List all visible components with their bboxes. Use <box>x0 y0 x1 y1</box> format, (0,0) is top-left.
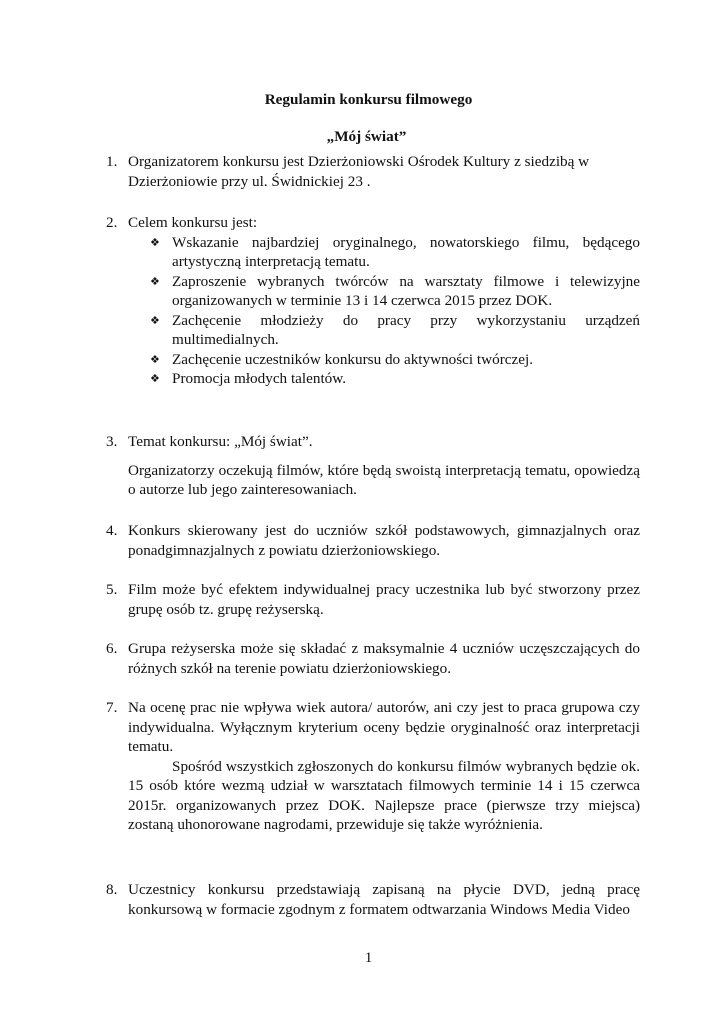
goal-bullet: ❖ Wskazanie najbardziej oryginalnego, nowatorskiego filmu, będącego artystyczną interpretacją tematu. <box>150 233 640 270</box>
item-number: 1. <box>106 153 118 170</box>
item-number: 6. <box>106 640 118 657</box>
list-item-4 <box>106 521 640 560</box>
item-number: 4. <box>106 522 118 539</box>
item-text: Na ocenę prac nie wpływa wiek autora/ autorów, ani czy jest to praca grupowa czy indywidualna. Wyłącznym kryterium oceny będzie oryginalność oraz interpretacji tematu. <box>128 699 640 755</box>
page-number: 1 <box>364 949 373 966</box>
goal-bullet: ❖ Promocja młodych talentów. <box>150 370 347 387</box>
item-text: Grupa reżyserska może się składać z maksymalnie 4 uczniów uczęszczających do różnych szkół na terenie powiatu dzierżoniowskiego. <box>128 640 640 677</box>
list-item-8 <box>106 880 640 919</box>
list-item-2 <box>106 213 640 389</box>
item-extra-text: Spośród wszystkich zgłoszonych do konkursu filmów wybranych będzie ok. 15 osób które wezmą udział w warsztatach filmowych terminie 14 i 15 czerwca 2015r. organizowanych przez DOK. Najlepsze prace (pierwsze trzy miejsca) zostaną uhonorowane nagrodami, przewiduje się także wyróżnienia. <box>128 757 640 833</box>
item-text: Uczestnicy konkursu przedstawiają zapisaną na płycie DVD, jedną pracę konkursową w formacie zgodnym z formatem odtwarzania Windows Media Video <box>128 881 640 918</box>
list-item-5 <box>106 580 640 619</box>
diamond-bullet-icon: ❖ <box>150 274 160 288</box>
item-text: Konkurs skierowany jest do uczniów szkół podstawowych, gimnazjalnych oraz ponadgimnazjalnych z powiatu dzierżoniowskiego. <box>128 522 640 559</box>
item-number: 7. <box>106 699 118 716</box>
item-text: Celem konkursu jest: <box>128 214 258 231</box>
list-item-7 <box>106 698 640 835</box>
diamond-bullet-icon: ❖ <box>150 372 160 385</box>
item-text: Film może być efektem indywidualnej pracy uczestnika lub być stworzony przez grupę osób tz. grupę reżyserską. <box>128 581 640 618</box>
goal-bullet: ❖ Zachęcenie uczestników konkursu do aktywności twórczej. <box>150 350 533 368</box>
goal-bullet: ❖ Zachęcenie młodzieży do pracy przy wykorzystaniu urządzeń multimedialnych. <box>150 311 640 348</box>
document-title: Regulamin konkursu filmowego <box>264 91 473 108</box>
item-extra-text: Organizatorzy oczekują filmów, które będą swoistą interpretacją tematu, opowiedzą o autorze lub jego zainteresowaniach. <box>128 461 640 498</box>
item-number: 2. <box>106 214 118 231</box>
item-number: 3. <box>106 433 118 450</box>
list-item-6 <box>106 639 640 678</box>
diamond-bullet-icon: ❖ <box>150 352 160 366</box>
item-text: Organizatorem konkursu jest Dzierżoniowski Ośrodek Kultury z siedzibą w Dzierżoniowie przy ul. Świdnickiej 23 . <box>128 153 590 190</box>
list-item-3 <box>106 432 640 500</box>
item-number: 8. <box>106 881 118 898</box>
item-text: Temat konkursu: „Mój świat”. <box>128 433 313 450</box>
item-number: 5. <box>106 581 118 598</box>
diamond-bullet-icon: ❖ <box>150 235 160 249</box>
diamond-bullet-icon: ❖ <box>150 313 160 327</box>
document-subtitle: „Mój świat” <box>326 128 407 145</box>
goal-bullet: ❖ Zaproszenie wybranych twórców na warsztaty filmowe i telewizyjne organizowanych w terminie 13 i 14 czerwca 2015 przez DOK. <box>150 272 640 309</box>
list-item-1 <box>106 152 640 191</box>
goals-list <box>150 233 640 389</box>
